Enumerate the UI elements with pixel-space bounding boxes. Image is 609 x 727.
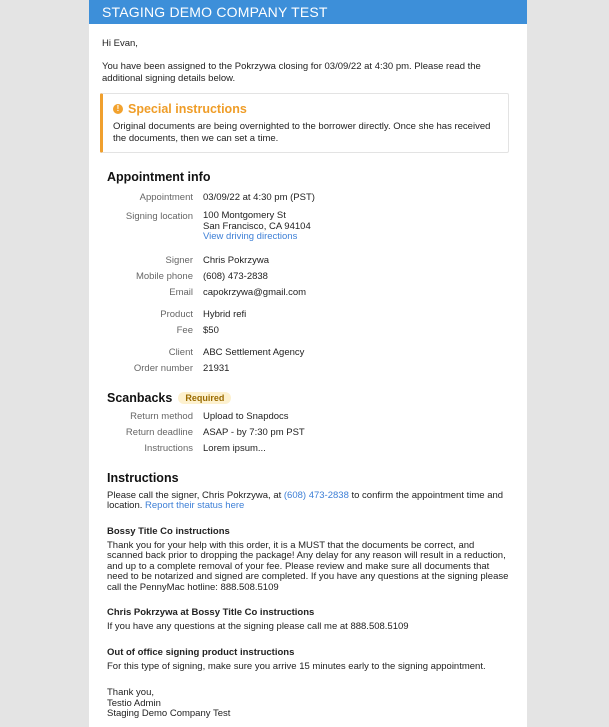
product-value: Hybrid refi xyxy=(203,308,247,320)
instructions-section xyxy=(89,471,527,720)
call-instructions xyxy=(107,491,509,512)
email-header xyxy=(89,0,527,24)
special-title: Special instructions xyxy=(128,102,247,116)
signer-phone-link[interactable]: (608) 473-2838 xyxy=(283,489,349,501)
signer-row xyxy=(107,255,509,266)
signoff-line3: Staging Demo Company Test xyxy=(107,708,231,719)
greeting: Hi Evan, xyxy=(102,38,138,49)
signer-value: Chris Pokrzywa xyxy=(203,254,269,266)
location-label: Signing location xyxy=(125,211,193,222)
signoff-line2: Testio Admin xyxy=(107,697,161,709)
instructions-title: Instructions xyxy=(107,470,179,485)
email-label: Email xyxy=(169,286,193,298)
special-instructions-heading xyxy=(113,102,498,116)
office-title: Out of office signing product instructions xyxy=(107,646,295,658)
appointment-row xyxy=(107,192,509,203)
signer-label: Signer xyxy=(165,254,193,266)
scanback-instructions-label: Instructions xyxy=(144,442,193,454)
scanback-instructions-row xyxy=(107,443,509,454)
intro-text: You have been assigned to the Pokrzywa closing for 03/09/22 at 4:30 pm. Please read the additional signing details below. xyxy=(102,61,481,84)
directions-link[interactable]: View driving directions xyxy=(203,231,298,242)
order-label: Order number xyxy=(133,362,193,374)
chris-title: Chris Pokrzywa at Bossy Title Co instructions xyxy=(107,607,315,618)
signoff xyxy=(107,688,509,720)
appointment-section xyxy=(89,170,527,374)
return-deadline-row xyxy=(107,427,509,438)
email-value: capokrzywa@gmail.com xyxy=(203,286,307,298)
appointment-value: 03/09/22 at 4:30 pm (PST) xyxy=(203,192,315,203)
appointment-title: Appointment info xyxy=(107,170,211,184)
phone-row xyxy=(107,271,509,282)
bossy-title: Bossy Title Co instructions xyxy=(107,525,230,537)
email-row xyxy=(107,287,509,298)
client-row xyxy=(107,347,509,358)
return-method-label: Return method xyxy=(130,410,193,422)
phone-value: (608) 473-2838 xyxy=(203,270,268,282)
product-label: Product xyxy=(160,308,193,320)
chris-body: If you have any questions at the signing please call me at 888.508.5109 xyxy=(107,621,409,632)
info-icon: ! xyxy=(113,104,123,114)
email-card xyxy=(89,0,527,727)
required-badge: Required xyxy=(178,392,231,404)
return-method-value: Upload to Snapdocs xyxy=(203,410,289,422)
report-status-link[interactable]: Report their status here xyxy=(145,500,245,511)
fee-label: Fee xyxy=(176,324,193,336)
scanback-instructions-value: Lorem ipsum... xyxy=(203,442,266,454)
client-label: Client xyxy=(168,346,193,358)
location-row xyxy=(107,211,509,243)
product-row xyxy=(107,309,509,320)
office-body: For this type of signing, make sure you arrive 15 minutes early to the signing appointment. xyxy=(107,660,486,672)
call-prefix: Please call the signer, Chris Pokrzywa, at xyxy=(107,489,282,501)
special-body: Original documents are being overnighted to the borrower directly. Once she has received the documents, then we can set a time. xyxy=(113,121,491,144)
return-deadline-label: Return deadline xyxy=(125,426,193,438)
call-suffix: to confirm the appointment time and location. xyxy=(107,489,504,511)
bossy-body: Thank you for your help with this order, it is a MUST that the documents be correct, and scanned back prior to dropping the package! Any delay for any reason will result in a reduction, and up to a complete removal of your fee. Please review and make sure all documents that need to be notarized and signed are completed. If you have any questions at the signing please call the PennyMac hotline: 888.508.5109 xyxy=(107,539,509,593)
location-line1: 100 Montgomery St xyxy=(203,210,286,221)
return-deadline-value: ASAP - by 7:30 pm PST xyxy=(203,426,305,438)
scanbacks-title: Scanbacks xyxy=(107,390,173,405)
client-value: ABC Settlement Agency xyxy=(203,346,305,358)
order-value: 21931 xyxy=(203,362,230,374)
location-line2: San Francisco, CA 94104 xyxy=(203,220,311,232)
order-row xyxy=(107,363,509,374)
appointment-label: Appointment xyxy=(139,192,193,203)
fee-value: $50 xyxy=(203,324,219,336)
scanbacks-title-row xyxy=(107,391,509,405)
phone-label: Mobile phone xyxy=(135,270,193,282)
scanbacks-section xyxy=(89,391,527,454)
signoff-line1: Thank you, xyxy=(107,687,154,698)
header-title: STAGING DEMO COMPANY TEST xyxy=(102,4,328,20)
return-method-row xyxy=(107,411,509,422)
fee-row xyxy=(107,325,509,336)
special-instructions-box xyxy=(100,93,509,153)
